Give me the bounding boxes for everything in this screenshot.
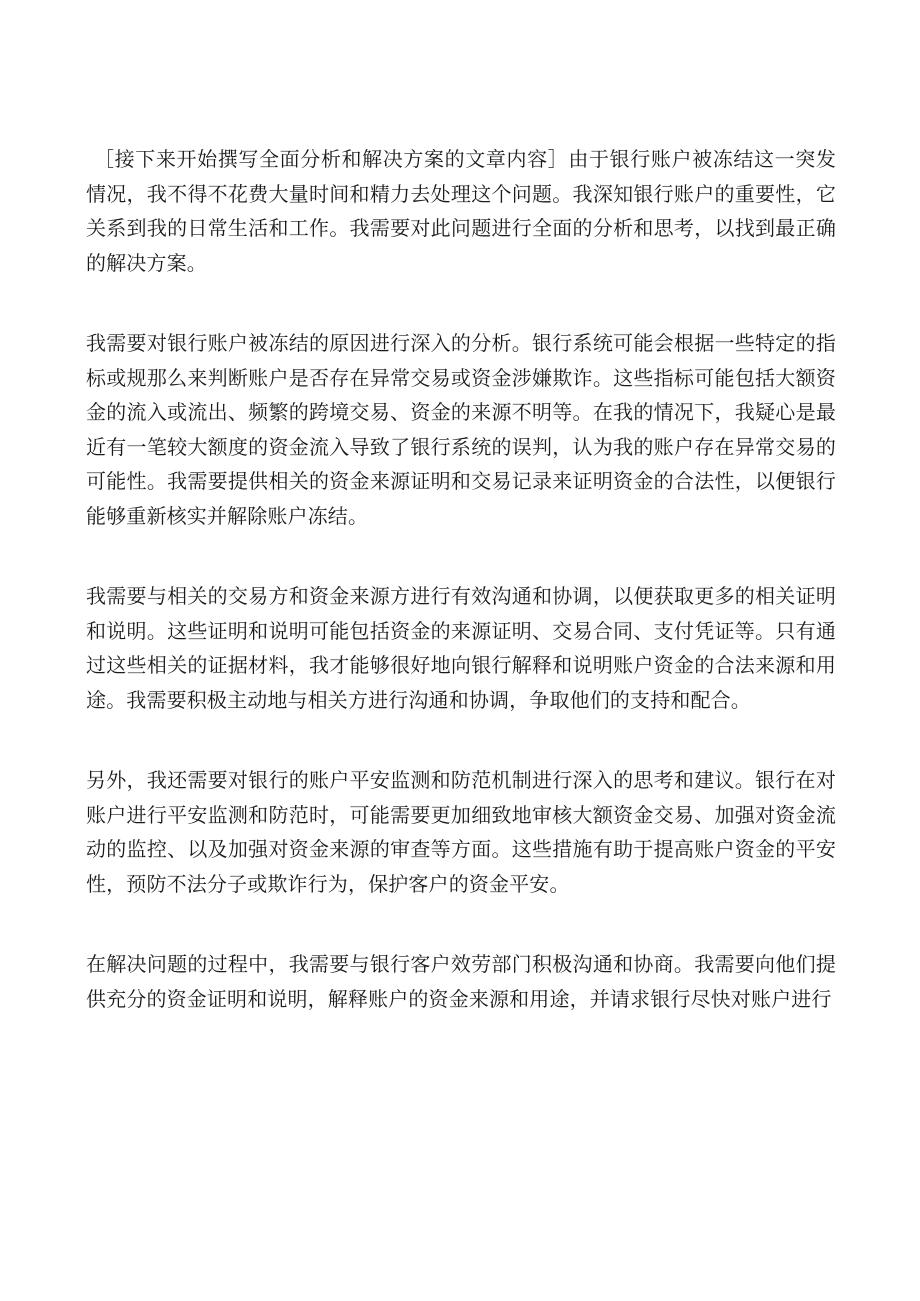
paragraph-resolution: 在解决问题的过程中，我需要与银行客户效劳部门积极沟通和协商。我需要向他们提供充分的资金证明和说明，解释账户的资金来源和用途，并请求银行尽快对账户进行 <box>86 952 836 1011</box>
paragraph-intro: ［接下来开始撰写全面分析和解决方案的文章内容］由于银行账户被冻结这一突发情况，我不得不花费大量时间和精力去处理这个问题。我深知银行账户的重要性，它关系到我的日常生活和工作。我需要对此问题进行全面的分析和思考，以找到最正确的解决方案。 <box>86 147 836 275</box>
document-body <box>86 142 836 1062</box>
paragraph-communication: 我需要与相关的交易方和资金来源方进行有效沟通和协调，以便获取更多的相关证明和说明。这些证明和说明可能包括资金的来源证明、交易合同、支付凭证等。只有通过这些相关的证据材料，我才能够很好地向银行解释和说明账户资金的合法来源和用途。我需要积极主动地与相关方进行沟通和协调，争取他们的支持和配合。 <box>86 584 836 712</box>
paragraph-bank-security: 另外，我还需要对银行的账户平安监测和防范机制进行深入的思考和建议。银行在对账户进行平安监测和防范时，可能需要更加细致地审核大额资金交易、加强对资金流动的监控、以及加强对资金来源的审查等方面。这些措施有助于提高账户资金的平安性，预防不法分子或欺诈行为，保护客户的资金平安。 <box>86 768 836 896</box>
paragraph-cause-analysis: 我需要对银行账户被冻结的原因进行深入的分析。银行系统可能会根据一些特定的指标或规那么来判断账户是否存在异常交易或资金涉嫌欺诈。这些指标可能包括大额资金的流入或流出、频繁的跨境交易、资金的来源不明等。在我的情况下，我疑心是最近有一笔较大额度的资金流入导致了银行系统的误判，认为我的账户存在异常交易的可能性。我需要提供相关的资金来源证明和交易记录来证明资金的合法性，以便银行能够重新核实并解除账户冻结。 <box>86 331 836 528</box>
